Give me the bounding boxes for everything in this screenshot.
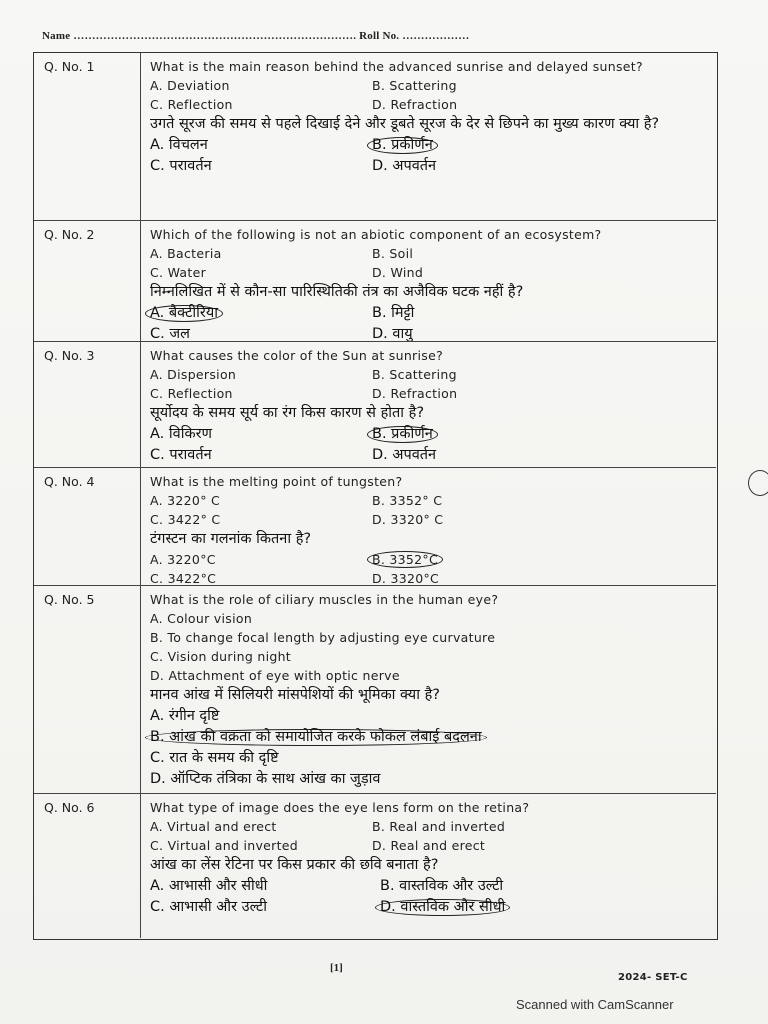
options-hi	[150, 135, 710, 177]
option-a-en: A. Virtual and erect	[150, 819, 277, 834]
options-en	[150, 365, 710, 403]
option-c-en: C. 3422° C	[150, 512, 221, 527]
question-text-hi: निम्नलिखित में से कौन-सा पारिस्थितिकी तंत्र का अजैविक घटक नहीं है?	[150, 284, 524, 300]
option-d-en: D. Refraction	[372, 97, 458, 112]
question-text-hi: मानव आंख में सिलियरी मांसपेशियों की भूमिका क्या है?	[150, 687, 440, 703]
question-text-en: What causes the color of the Sun at sunrise?	[150, 348, 444, 363]
question-text-hi: टंगस्टन का गलनांक कितना है?	[150, 531, 312, 547]
option-b-en: B. Real and inverted	[372, 819, 506, 834]
options-en	[150, 244, 710, 282]
option-d-en: D. Attachment of eye with optic nerve	[150, 668, 400, 683]
options-hi	[150, 550, 710, 588]
question-number: Q. No. 4	[34, 468, 141, 585]
option-d-hi: D. ऑप्टिक तंत्रिका के साथ आंख का जुड़ाव	[150, 771, 381, 787]
options-en	[150, 76, 710, 114]
question-number: Q. No. 1	[34, 53, 141, 220]
option-c-en: C. Vision during night	[150, 649, 292, 664]
option-b-en: B. To change focal length by adjusting eye curvature	[150, 630, 496, 645]
question-content	[150, 57, 710, 177]
option-c-hi: C. 3422°C	[150, 571, 217, 586]
question-text-hi: सूर्योदय के समय सूर्य का रंग किस कारण से होता है?	[150, 405, 425, 421]
option-a-hi: A. 3220°C	[150, 552, 216, 567]
question-row	[34, 793, 716, 938]
name-blank: ………………………………………………………………….	[73, 30, 357, 42]
student-header	[42, 30, 682, 42]
option-c-hi: C. जल	[150, 326, 190, 342]
question-content	[150, 798, 710, 918]
question-row	[34, 53, 716, 220]
options-hi	[150, 424, 710, 466]
options-hi	[150, 876, 710, 918]
set-code: 2024- SET-C	[618, 972, 688, 983]
option-d-hi: D. 3320°C	[372, 571, 440, 586]
question-row	[34, 220, 716, 341]
option-c-hi: C. आभासी और उल्टी	[150, 899, 267, 915]
margin-circle-mark	[748, 470, 768, 496]
option-c-en: C. Water	[150, 265, 207, 280]
option-c-hi: C. परावर्तन	[150, 447, 212, 463]
question-text-en: Which of the following is not an abiotic component of an ecosystem?	[150, 227, 602, 242]
option-b-hi: B. मिट्टी	[372, 305, 415, 321]
option-a-en: A. Colour vision	[150, 611, 253, 626]
option-b-en: B. Scattering	[372, 367, 457, 382]
answer-mark: D. वास्तविक और सीधी	[375, 899, 510, 916]
question-text-hi: उगते सूरज की समय से पहले दिखाई देने और डूबते सूरज के देर से छिपने का मुख्य कारण क्या है?	[150, 116, 660, 132]
option-c-en: C. Reflection	[150, 386, 233, 401]
page-number: [1]	[330, 962, 343, 974]
question-text-en: What is the role of ciliary muscles in the human eye?	[150, 592, 499, 607]
option-d-hi: D. अपवर्तन	[372, 447, 437, 463]
option-a-hi: A. विचलन	[150, 137, 208, 153]
options-en	[150, 817, 710, 855]
question-number: Q. No. 3	[34, 342, 141, 467]
name-label: Name	[42, 30, 71, 42]
answer-mark: B. 3352°C	[367, 551, 443, 568]
option-b-en: B. 3352° C	[372, 493, 443, 508]
option-d-hi	[380, 897, 680, 918]
question-text-en: What type of image does the eye lens form on the retina?	[150, 800, 530, 815]
question-row	[34, 341, 716, 467]
options-hi	[150, 303, 710, 345]
option-b-hi: B. वास्तविक और उल्टी	[380, 878, 504, 894]
question-content	[150, 472, 710, 588]
option-b-hi	[372, 135, 672, 156]
option-b-hi	[150, 727, 710, 748]
option-b-hi	[372, 550, 672, 569]
question-content	[150, 590, 710, 790]
answer-mark: B. प्रकीर्णन	[367, 426, 438, 443]
option-d-en: D. 3320° C	[372, 512, 444, 527]
question-row	[34, 467, 716, 585]
option-b-en: B. Soil	[372, 246, 414, 261]
option-c-en: C. Virtual and inverted	[150, 838, 299, 853]
scanner-watermark: Scanned with CamScanner	[516, 997, 674, 1012]
option-a-hi: A. रंगीन दृष्टि	[150, 708, 220, 724]
options-en	[150, 491, 710, 529]
option-c-hi: C. रात के समय की दृष्टि	[150, 750, 279, 766]
roll-label: Roll No.	[359, 30, 400, 42]
option-d-en: D. Real and erect	[372, 838, 486, 853]
option-d-en: D. Refraction	[372, 386, 458, 401]
option-a-hi	[150, 303, 372, 324]
question-row	[34, 585, 716, 793]
option-d-hi: D. वायु	[372, 326, 413, 342]
option-d-hi: D. अपवर्तन	[372, 158, 437, 174]
question-number: Q. No. 5	[34, 586, 141, 793]
question-content	[150, 225, 710, 345]
option-b-en: B. Scattering	[372, 78, 457, 93]
option-c-en: C. Reflection	[150, 97, 233, 112]
answer-mark: A. बैक्टीरिया	[145, 305, 223, 322]
question-content	[150, 346, 710, 466]
question-text-en: What is the melting point of tungsten?	[150, 474, 403, 489]
question-text-en: What is the main reason behind the advanced sunrise and delayed sunset?	[150, 59, 643, 74]
question-number: Q. No. 2	[34, 221, 141, 341]
question-number: Q. No. 6	[34, 794, 141, 938]
roll-blank: ………………	[402, 30, 470, 42]
question-table	[33, 52, 718, 940]
option-c-hi: C. परावर्तन	[150, 158, 212, 174]
answer-mark: B. प्रकीर्णन	[367, 137, 438, 154]
option-d-en: D. Wind	[372, 265, 424, 280]
answer-mark: B. आंख की वक्रता को समायोजित करके फोकल लंबाई बदलना	[145, 729, 487, 746]
option-a-en: A. 3220° C	[150, 493, 221, 508]
option-a-hi: A. आभासी और सीधी	[150, 878, 268, 894]
option-a-en: A. Bacteria	[150, 246, 222, 261]
option-a-en: A. Deviation	[150, 78, 230, 93]
option-a-en: A. Dispersion	[150, 367, 237, 382]
option-a-hi: A. विकिरण	[150, 426, 213, 442]
option-b-hi	[372, 424, 672, 445]
question-text-hi: आंख का लेंस रेटिना पर किस प्रकार की छवि बनाता है?	[150, 857, 439, 873]
